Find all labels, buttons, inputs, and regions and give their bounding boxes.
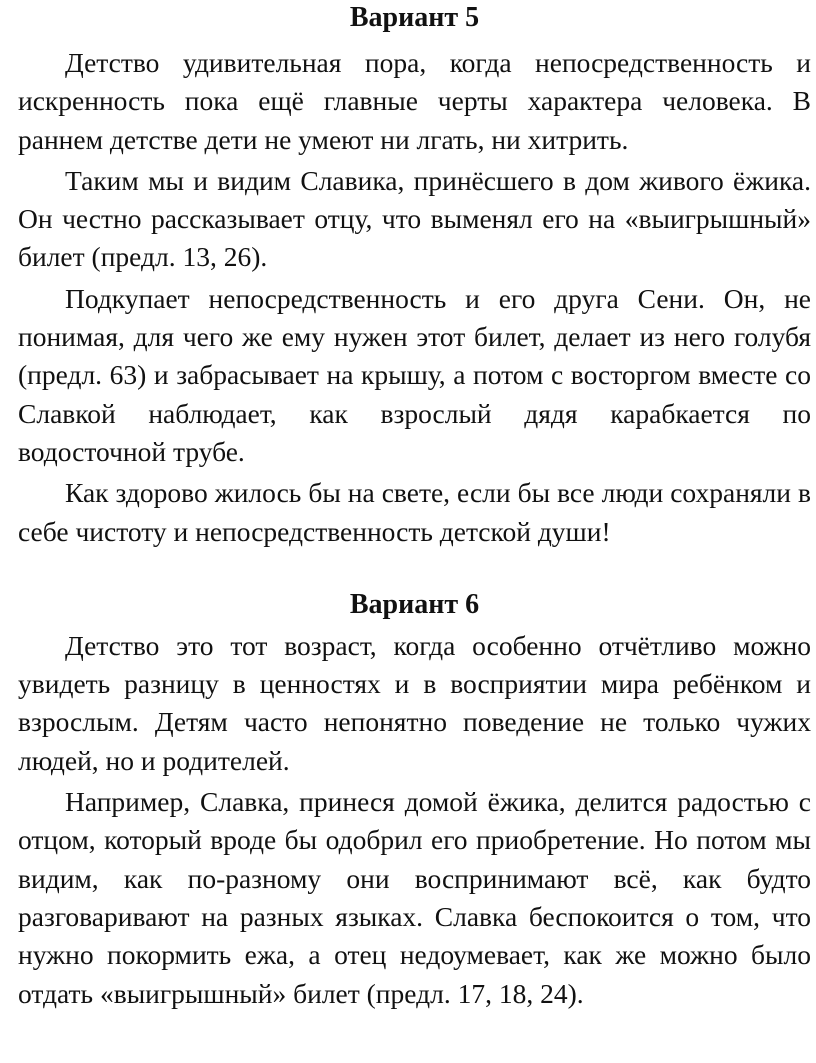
- paragraph: Как здорово жилось бы на свете, если бы все люди сохраняли в себе чистоту и непосредственность детской души!: [18, 477, 811, 547]
- paragraph: Например, Славка, принеся домой ёжика, делится радостью с отцом, который вроде бы одобрил его приобретение. Но потом мы видим, как по-разному они воспринимают всё, как будто разговаривают на разных языках. Славка беспокоится о том, что нужно покормить ежа, а отец недоумевает, как же можно было отдать «выигрышный» билет (предл. 17, 18, 24).: [18, 786, 811, 1009]
- section-title-variant-5: Вариант 5: [349, 2, 480, 33]
- paragraph: Подкупает непосредственность и его друга Сени. Он, не понимая, для чего же ему нужен этот билет, делает из него голубя (предл. 63) и забрасывает на крышу, а потом с восторгом вместе со Славкой наблюдает, как взрослый дядя карабкается по водосточной трубе.: [18, 282, 811, 467]
- paragraph: Таким мы и видим Славика, принёсшего в дом живого ёжика. Он честно рассказывает отцу, что выменял его на «выигрышный» билет (предл. 13, 26).: [18, 164, 811, 273]
- paragraph: Детство это тот возраст, когда особенно отчётливо можно увидеть разницу в ценностях и в восприятии мира ребёнком и взрослым. Детям часто непонятно поведение не только чужих людей, но и родителей.: [18, 629, 811, 776]
- section-title-variant-6: Вариант 6: [349, 588, 480, 620]
- document-page: [18, 0, 811, 1016]
- paragraph: Детство удивительная пора, когда непосредственность и искренность пока ещё главные черты характера человека. В раннем детстве дети не умеют ни лгать, ни хитрить.: [18, 47, 811, 155]
